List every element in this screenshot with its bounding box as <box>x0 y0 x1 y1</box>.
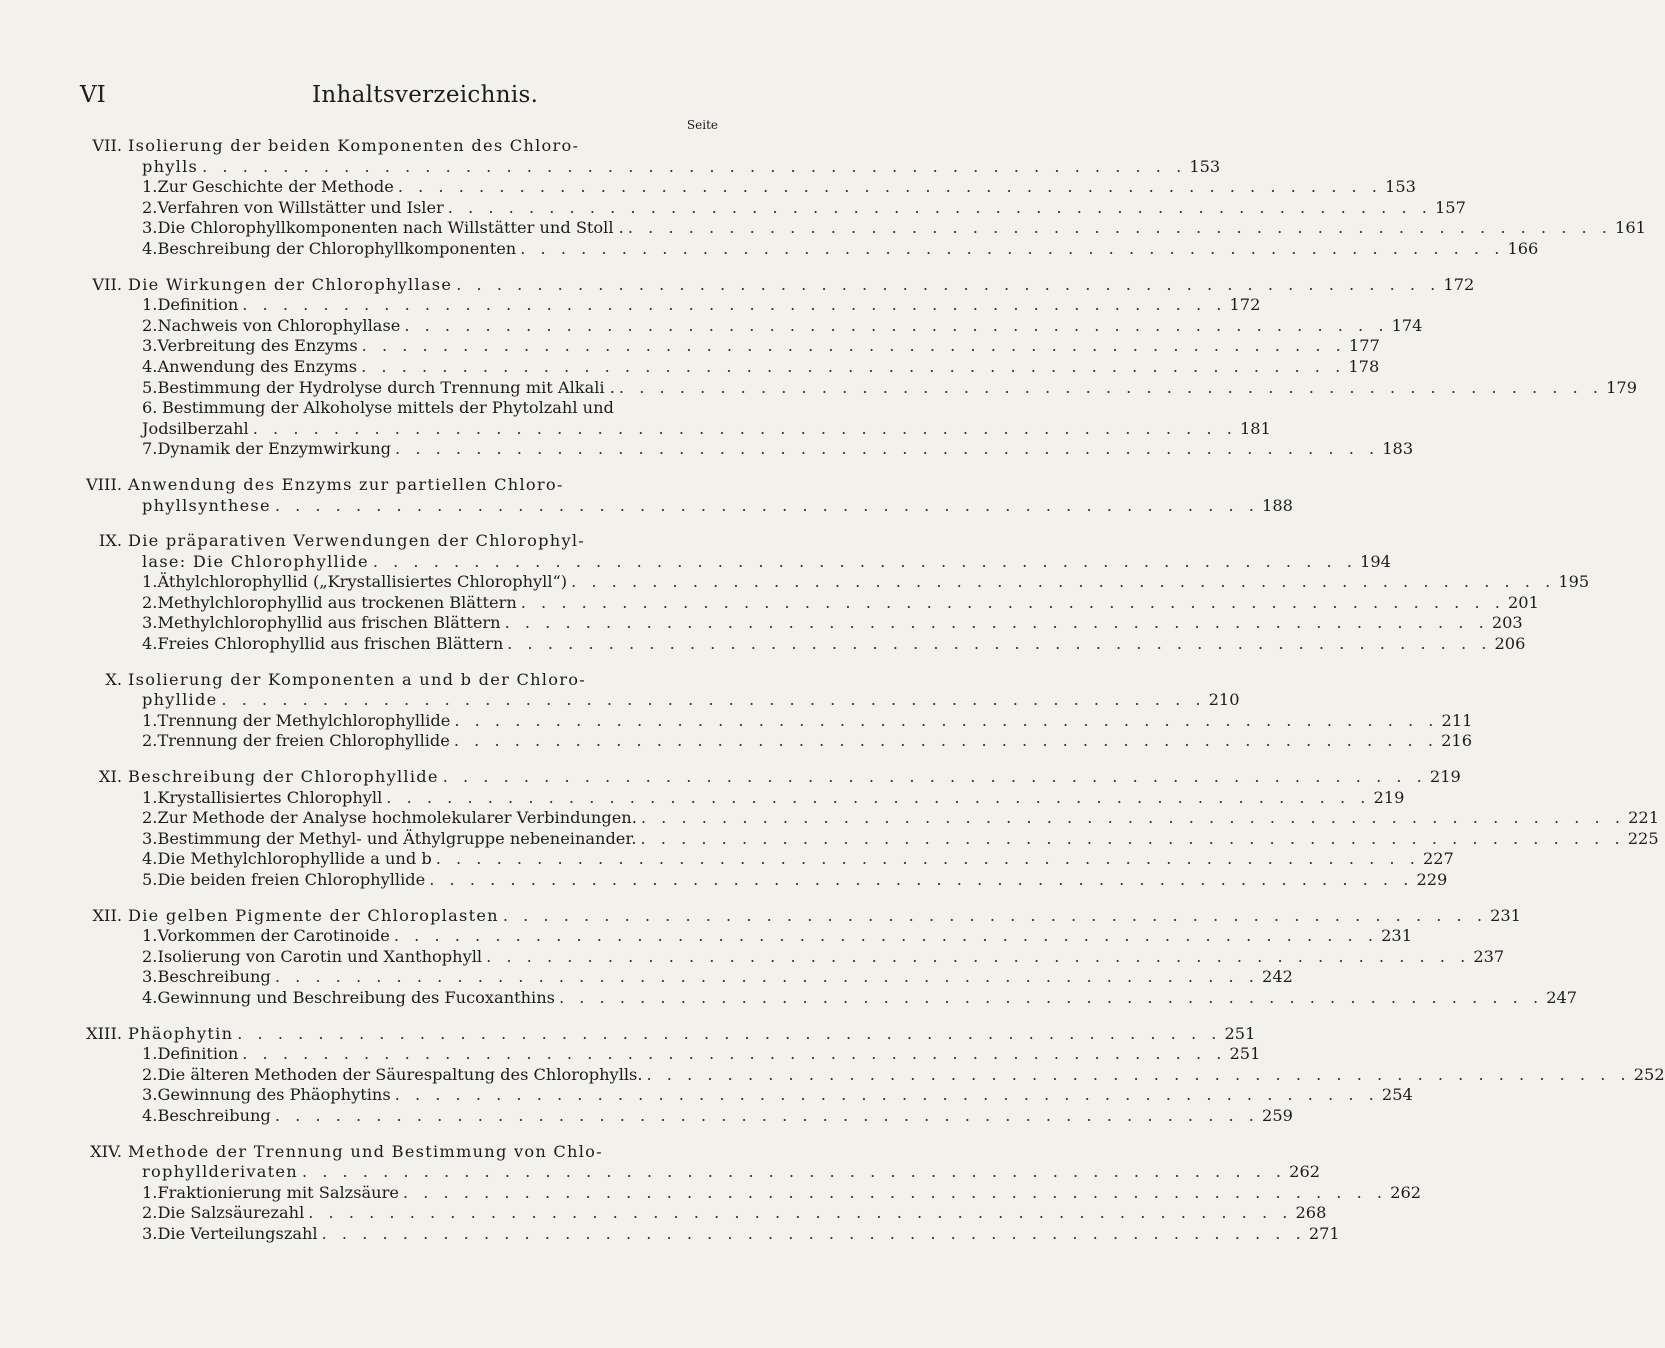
toc-entry-body <box>128 1223 1340 1245</box>
chapter-number: XI. <box>98 767 122 787</box>
entry-number: 2. <box>142 197 158 217</box>
chapter-heading-continued <box>80 551 1391 573</box>
entry-title: Zur Methode der Analyse hochmolekularer Verbindungen. <box>157 808 637 828</box>
toc-entry <box>80 1064 1665 1086</box>
dot-leader: . . . . . . . . . . . . . . . . . . . . . . . . . . . . . . . . . . . . . . . . . . . . . . . . . <box>321 1223 1306 1243</box>
dot-leader: . . . . . . . . . . . . . . . . . . . . . . . . . . . . . . . . . . . . . . . . . . . . . . . . . <box>456 274 1441 294</box>
toc-entry-continued <box>80 418 1271 440</box>
toc-entry <box>80 828 1659 850</box>
entry-page: 262 <box>1390 1182 1422 1202</box>
chapter-title-continued: phyllide <box>142 690 218 710</box>
toc-entry-body <box>128 967 1293 988</box>
toc-entry-body <box>128 808 1659 829</box>
toc-entry <box>80 634 1526 655</box>
chapter-page: 188 <box>1262 495 1293 515</box>
entry-title: Vorkommen der Carotinoide <box>157 926 390 946</box>
toc-entry <box>80 1085 1413 1106</box>
entry-number: 2. <box>142 808 158 828</box>
chapter-title: Die Wirkungen der Chlorophyllase <box>128 274 453 294</box>
dot-leader: . . . . . . . . . . . . . . . . . . . . . . . . . . . . . . . . . . . . . . . . . . . . . . . . . <box>252 418 1237 438</box>
chapter-heading-continued-body <box>128 495 1293 517</box>
entry-number: 3. <box>142 828 158 848</box>
entry-page: 229 <box>1416 870 1448 889</box>
chapter-heading-continued <box>80 156 1221 178</box>
entry-number: 3. <box>142 336 158 356</box>
toc-chapter <box>80 136 1646 260</box>
chapter-heading-body <box>128 531 722 552</box>
dot-leader: . . . . . . . . . . . . . . . . . . . . . . . . . . . . . . . . . . . . . . . . . . . . . . . . . <box>454 710 1439 730</box>
chapter-number: XII. <box>92 905 122 925</box>
toc-entry-body <box>128 710 1473 732</box>
entry-page: 157 <box>1435 197 1466 217</box>
toc-entry <box>80 1182 1422 1204</box>
entry-title: Beschreibung <box>157 1105 271 1125</box>
entry-title: Die beiden freien Chlorophyllide <box>157 870 426 889</box>
entry-title: Beschreibung der Chlorophyllkomponenten <box>157 238 517 258</box>
entry-page: 242 <box>1262 967 1293 987</box>
entry-title: Die Chlorophyllkomponenten nach Willstätter und Stoll . <box>157 218 624 238</box>
entry-page: 172 <box>1229 295 1261 315</box>
entry-title: Verbreitung des Enzyms <box>157 336 358 356</box>
chapter-title-continued: phylls <box>142 156 199 176</box>
dot-leader: . . . . . . . . . . . . . . . . . . . . . . . . . . . . . . . . . . . . . . . . . . . . . . . . . <box>520 238 1505 258</box>
chapter-heading-body <box>128 136 722 157</box>
toc-entry-body <box>128 1064 1665 1086</box>
entry-number: 2. <box>142 1203 158 1223</box>
dot-leader: . . . . . . . . . . . . . . . . . . . . . . . . . . . . . . . . . . . . . . . . . . . . . . . . . <box>301 1162 1287 1182</box>
chapter-title: Die gelben Pigmente der Chloroplasten <box>128 905 499 925</box>
dot-leader: . . . . . . . . . . . . . . . . . . . . . . . . . . . . . . . . . . . . . . . . . . . . . . . . . <box>242 295 1227 315</box>
toc-chapter <box>80 669 1473 752</box>
dot-leader: . . . . . . . . . . . . . . . . . . . . . . . . . . . . . . . . . . . . . . . . . . . . . . . . . <box>372 551 1357 571</box>
chapter-number: XIII. <box>86 1023 122 1043</box>
entry-title: Bestimmung der Alkoholyse mittels der Phytolzahl und <box>162 398 614 418</box>
entry-page: 179 <box>1606 377 1638 397</box>
chapter-heading-continued-body <box>128 1162 1321 1183</box>
toc-entry <box>80 926 1412 947</box>
entry-title: Isolierung von Carotin und Xanthophyll <box>157 946 483 966</box>
toc-entry-body <box>128 295 1261 316</box>
toc-entry <box>80 787 1405 809</box>
entry-title: Methylchlorophyllid aus frischen Blättern <box>157 613 501 633</box>
dot-leader: . . . . . . . . . . . . . . . . . . . . . . . . . . . . . . . . . . . . . . . . . . . . . . . . . <box>397 177 1382 197</box>
chapter-heading <box>80 475 722 496</box>
entry-title: Freies Chlorophyllid aus frischen Blättern <box>157 634 504 654</box>
dot-leader: . . . . . . . . . . . . . . . . . . . . . . . . . . . . . . . . . . . . . . . . . . . . . . . . . <box>627 218 1612 238</box>
entry-number: 4. <box>142 987 158 1007</box>
entry-page: 206 <box>1494 634 1526 654</box>
toc-entry-body <box>128 987 1578 1009</box>
entry-number: 3. <box>142 218 158 238</box>
chapter-heading-body <box>128 767 1461 788</box>
entry-page: 178 <box>1348 356 1380 376</box>
dot-leader: . . . . . . . . . . . . . . . . . . . . . . . . . . . . . . . . . . . . . . . . . . . . . . . . . <box>571 572 1556 592</box>
entry-page: 254 <box>1381 1085 1413 1105</box>
dot-leader: . . . . . . . . . . . . . . . . . . . . . . . . . . . . . . . . . . . . . . . . . . . . . . . . . <box>504 613 1489 633</box>
entry-page: 259 <box>1262 1105 1293 1125</box>
toc-entry <box>80 356 1380 378</box>
chapter-title: Anwendung des Enzyms zur partiellen Chloro- <box>128 474 564 494</box>
dot-leader: . . . . . . . . . . . . . . . . . . . . . . . . . . . . . . . . . . . . . . . . . . . . . . . . . <box>237 1023 1222 1043</box>
dot-leader: . . . . . . . . . . . . . . . . . . . . . . . . . . . . . . . . . . . . . . . . . . . . . . . . . <box>646 1064 1631 1084</box>
chapter-number: XIV. <box>90 1141 122 1161</box>
entry-page: 201 <box>1507 592 1539 612</box>
dot-leader: . . . . . . . . . . . . . . . . . . . . . . . . . . . . . . . . . . . . . . . . . . . . . . . . . <box>453 731 1438 751</box>
toc-entry-body <box>128 1044 1261 1065</box>
toc-entry <box>80 967 1293 988</box>
chapter-number: VIII. <box>85 474 122 494</box>
chapter-heading <box>80 531 722 552</box>
table-of-contents <box>80 136 1665 1260</box>
toc-entry-body <box>128 336 1380 357</box>
chapter-number: X. <box>105 669 122 689</box>
toc-entry <box>80 218 1646 239</box>
seite-label: Seite <box>686 118 718 132</box>
chapter-heading <box>80 1023 1256 1045</box>
toc-entry <box>80 439 1414 460</box>
entry-number: 2. <box>142 1064 158 1084</box>
dot-leader: . . . . . . . . . . . . . . . . . . . . . . . . . . . . . . . . . . . . . . . . . . . . . . . . . <box>274 967 1259 987</box>
toc-chapter <box>80 274 1638 460</box>
entry-page: 216 <box>1441 731 1472 751</box>
dot-leader: . . . . . . . . . . . . . . . . . . . . . . . . . . . . . . . . . . . . . . . . . . . . . . . . . <box>221 690 1206 710</box>
toc-entry-body <box>128 218 1646 239</box>
dot-leader: . . . . . . . . . . . . . . . . . . . . . . . . . . . . . . . . . . . . . . . . . . . . . . . . . <box>402 1182 1388 1202</box>
chapter-heading <box>80 1142 722 1163</box>
entry-title: Definition <box>157 1044 239 1064</box>
chapter-heading-body <box>128 1023 1256 1045</box>
entry-number: 5. <box>142 377 158 397</box>
entry-number: 2. <box>142 592 158 612</box>
entry-number: 2. <box>142 946 158 966</box>
entry-title: Trennung der freien Chlorophyllide <box>157 731 450 751</box>
entry-number: 5. <box>142 870 158 889</box>
toc-entry-body <box>128 870 1448 891</box>
entry-page: 161 <box>1615 218 1646 238</box>
dot-leader: . . . . . . . . . . . . . . . . . . . . . . . . . . . . . . . . . . . . . . . . . . . . . . . . . <box>361 336 1346 356</box>
dot-leader: . . . . . . . . . . . . . . . . . . . . . . . . . . . . . . . . . . . . . . . . . . . . . . . . . <box>618 377 1604 397</box>
dot-leader: . . . . . . . . . . . . . . . . . . . . . . . . . . . . . . . . . . . . . . . . . . . . . . . . . <box>393 926 1378 946</box>
chapter-title-continued: phyllsynthese <box>142 495 271 515</box>
toc-entry <box>80 946 1505 968</box>
entry-number: 3. <box>142 1223 158 1243</box>
entry-number: 1. <box>142 926 158 946</box>
dot-leader: . . . . . . . . . . . . . . . . . . . . . . . . . . . . . . . . . . . . . . . . . . . . . . . . . <box>507 634 1492 654</box>
entry-number: 1. <box>142 710 158 730</box>
toc-entry <box>80 613 1523 634</box>
toc-entry <box>80 849 1454 870</box>
chapter-page: 210 <box>1208 690 1240 710</box>
chapter-page: 172 <box>1443 274 1475 294</box>
entry-title: Bestimmung der Methyl- und Äthylgruppe nebeneinander. <box>157 828 637 848</box>
entry-number: 1. <box>142 572 158 592</box>
chapter-heading-continued-body <box>128 156 1221 178</box>
chapter-page: 153 <box>1189 156 1221 176</box>
entry-number: 2. <box>142 315 158 335</box>
entry-page: 237 <box>1473 946 1505 966</box>
toc-entry-body <box>128 1085 1413 1106</box>
chapter-page: 194 <box>1360 551 1391 571</box>
entry-page: 219 <box>1373 787 1405 807</box>
dot-leader: . . . . . . . . . . . . . . . . . . . . . . . . . . . . . . . . . . . . . . . . . . . . . . . . . <box>202 156 1187 176</box>
dot-leader: . . . . . . . . . . . . . . . . . . . . . . . . . . . . . . . . . . . . . . . . . . . . . . . . . <box>404 315 1389 335</box>
entry-number: 6. <box>142 398 158 418</box>
toc-entry-body <box>128 315 1423 337</box>
chapter-title: Isolierung der beiden Komponenten des Chloro- <box>128 136 580 155</box>
entry-page: 251 <box>1229 1044 1261 1064</box>
entry-page: 252 <box>1633 1064 1665 1084</box>
chapter-heading-body <box>128 670 722 691</box>
toc-entry-body <box>128 731 1472 752</box>
entry-title: Die Salzsäurezahl <box>157 1203 305 1223</box>
toc-entry-body <box>128 613 1523 634</box>
toc-entry-body <box>128 1203 1327 1224</box>
dot-leader: . . . . . . . . . . . . . . . . . . . . . . . . . . . . . . . . . . . . . . . . . . . . . . . . . <box>274 1105 1259 1125</box>
chapter-heading <box>80 670 722 691</box>
chapter-title: Methode der Trennung und Bestimmung von Chlo- <box>128 1141 603 1161</box>
chapter-heading <box>80 905 1521 927</box>
entry-title: Verfahren von Willstätter und Isler <box>157 197 444 217</box>
chapter-heading-body <box>128 475 722 496</box>
toc-entry <box>80 870 1448 891</box>
running-title: Inhaltsverzeichnis. <box>312 82 539 108</box>
entry-page: 183 <box>1382 439 1414 459</box>
dot-leader: . . . . . . . . . . . . . . . . . . . . . . . . . . . . . . . . . . . . . . . . . . . . . . . . . <box>447 197 1432 217</box>
entry-number: 4. <box>142 1105 158 1125</box>
entry-page: 268 <box>1295 1203 1327 1223</box>
dot-leader: . . . . . . . . . . . . . . . . . . . . . . . . . . . . . . . . . . . . . . . . . . . . . . . . . <box>502 905 1487 925</box>
toc-entry <box>80 336 1380 357</box>
toc-entry <box>80 197 1466 219</box>
entry-title: Definition <box>157 295 239 315</box>
chapter-title: Beschreibung der Chlorophyllide <box>128 767 439 787</box>
toc-chapter <box>80 474 1293 516</box>
entry-title: Die Verteilungszahl <box>157 1223 318 1243</box>
entry-title: Bestimmung der Hydrolyse durch Trennung mit Alkali . <box>157 377 615 397</box>
chapter-heading <box>80 274 1475 296</box>
toc-chapter <box>80 1023 1665 1127</box>
chapter-title: Isolierung der Komponenten a und b der Chloro- <box>128 669 586 689</box>
entry-page: 227 <box>1422 849 1454 869</box>
toc-entry-continued-body <box>128 418 1271 440</box>
dot-leader: . . . . . . . . . . . . . . . . . . . . . . . . . . . . . . . . . . . . . . . . . . . . . . . . . <box>274 495 1259 515</box>
toc-entry-body <box>128 828 1659 850</box>
toc-entry-body <box>128 946 1505 968</box>
entry-page: 211 <box>1441 710 1473 730</box>
toc-entry <box>80 177 1416 198</box>
entry-page: 231 <box>1381 926 1412 946</box>
toc-entry-body <box>128 572 1590 593</box>
chapter-title: Phäophytin <box>128 1023 234 1043</box>
toc-entry-body <box>128 1182 1422 1204</box>
entry-number: 3. <box>142 613 158 633</box>
dot-leader: . . . . . . . . . . . . . . . . . . . . . . . . . . . . . . . . . . . . . . . . . . . . . . . . . <box>395 439 1380 459</box>
entry-page: 203 <box>1491 613 1523 633</box>
entry-page: 177 <box>1348 336 1380 356</box>
toc-entry <box>80 1223 1340 1245</box>
chapter-number: IX. <box>98 531 122 551</box>
entry-number: 3. <box>142 967 158 987</box>
entry-page: 195 <box>1558 572 1590 592</box>
toc-entry-body <box>128 238 1539 260</box>
entry-page: 221 <box>1628 808 1659 828</box>
chapter-heading-continued <box>80 495 1293 517</box>
toc-entry <box>80 987 1578 1009</box>
toc-entry <box>80 592 1539 614</box>
entry-page: 271 <box>1308 1223 1340 1243</box>
toc-entry-body <box>128 787 1405 809</box>
entry-title: Beschreibung <box>157 967 271 987</box>
toc-entry <box>80 315 1423 337</box>
chapter-heading-body <box>128 274 1475 296</box>
entry-page: 166 <box>1507 238 1539 258</box>
chapter-heading <box>80 767 1461 788</box>
dot-leader: . . . . . . . . . . . . . . . . . . . . . . . . . . . . . . . . . . . . . . . . . . . . . . . . . <box>558 987 1544 1007</box>
toc-entry <box>80 295 1261 316</box>
chapter-heading-body <box>128 905 1521 927</box>
dot-leader: . . . . . . . . . . . . . . . . . . . . . . . . . . . . . . . . . . . . . . . . . . . . . . . . . <box>435 849 1420 869</box>
entry-number: 1. <box>142 1044 158 1064</box>
entry-title: Die Methylchlorophyllide a und b <box>157 849 432 869</box>
entry-page: 247 <box>1546 987 1578 1007</box>
entry-title: Methylchlorophyllid aus trockenen Blättern <box>157 592 517 612</box>
entry-number: 3. <box>142 1085 158 1105</box>
dot-leader: . . . . . . . . . . . . . . . . . . . . . . . . . . . . . . . . . . . . . . . . . . . . . . . . . <box>361 356 1346 376</box>
entry-number: 4. <box>142 634 158 654</box>
entry-number: 1. <box>142 295 158 315</box>
toc-entry <box>80 572 1590 593</box>
toc-entry-body <box>128 926 1412 947</box>
chapter-heading-continued <box>80 690 1240 711</box>
entry-title: Gewinnung und Beschreibung des Fucoxanthins <box>157 987 555 1007</box>
entry-number: 4. <box>142 238 158 258</box>
entry-number: 2. <box>142 731 158 751</box>
chapter-title: Die präparativen Verwendungen der Chlorophyl- <box>128 531 585 551</box>
chapter-heading-body <box>128 1142 722 1163</box>
dot-leader: . . . . . . . . . . . . . . . . . . . . . . . . . . . . . . . . . . . . . . . . . . . . . . . . . <box>442 767 1427 787</box>
toc-entry-body <box>128 1105 1293 1127</box>
page-number: VI <box>80 82 106 108</box>
chapter-heading-continued-body <box>128 551 1391 573</box>
chapter-heading-continued-body <box>128 690 1240 711</box>
chapter-page: 231 <box>1490 905 1521 925</box>
entry-title: Gewinnung des Phäophytins <box>157 1085 391 1105</box>
dot-leader: . . . . . . . . . . . . . . . . . . . . . . . . . . . . . . . . . . . . . . . . . . . . . . . . . <box>308 1203 1293 1223</box>
toc-chapter <box>80 531 1590 655</box>
entry-number: 1. <box>142 787 158 807</box>
toc-chapter <box>80 905 1578 1009</box>
chapter-page: 219 <box>1429 767 1461 787</box>
chapter-title-continued: rophyllderivaten <box>142 1162 298 1182</box>
entry-page: 174 <box>1391 315 1423 335</box>
toc-entry <box>80 710 1473 732</box>
dot-leader: . . . . . . . . . . . . . . . . . . . . . . . . . . . . . . . . . . . . . . . . . . . . . . . . . <box>640 808 1625 828</box>
entry-number: 7. <box>142 439 158 459</box>
toc-entry-body <box>128 439 1414 460</box>
toc-entry-body <box>128 377 1638 399</box>
toc-entry-body <box>128 634 1526 655</box>
dot-leader: . . . . . . . . . . . . . . . . . . . . . . . . . . . . . . . . . . . . . . . . . . . . . . . . . <box>520 592 1505 612</box>
toc-chapter <box>80 1141 1422 1245</box>
dot-leader: . . . . . . . . . . . . . . . . . . . . . . . . . . . . . . . . . . . . . . . . . . . . . . . . . <box>386 787 1371 807</box>
entry-title: Trennung der Methylchlorophyllide <box>157 710 451 730</box>
chapter-number: VII. <box>92 136 122 155</box>
entry-title: Nachweis von Chlorophyllase <box>157 315 401 335</box>
entry-title: Dynamik der Enzymwirkung <box>157 439 392 459</box>
dot-leader: . . . . . . . . . . . . . . . . . . . . . . . . . . . . . . . . . . . . . . . . . . . . . . . . . <box>486 946 1471 966</box>
entry-title: Zur Geschichte der Methode <box>157 177 394 197</box>
toc-entry-body <box>128 849 1454 870</box>
toc-entry-body <box>128 197 1466 219</box>
entry-title: Die älteren Methoden der Säurespaltung des Chlorophylls. <box>157 1064 643 1084</box>
chapter-number: VII. <box>92 274 122 294</box>
entry-title: Krystallisiertes Chlorophyll <box>157 787 383 807</box>
entry-number: 1. <box>142 177 158 197</box>
chapter-page: 262 <box>1289 1162 1321 1182</box>
chapter-title-continued: lase: Die Chlorophyllide <box>142 551 369 571</box>
toc-entry-body <box>128 177 1416 198</box>
toc-entry <box>80 238 1539 260</box>
entry-title-continued: Jodsilberzahl <box>142 418 249 438</box>
entry-page: 153 <box>1385 177 1416 197</box>
dot-leader: . . . . . . . . . . . . . . . . . . . . . . . . . . . . . . . . . . . . . . . . . . . . . . . . . <box>242 1044 1227 1064</box>
entry-page: 225 <box>1627 828 1659 848</box>
entry-title: Anwendung des Enzyms <box>157 356 358 376</box>
toc-entry <box>80 377 1638 399</box>
entry-number: 4. <box>142 849 158 869</box>
toc-entry <box>80 731 1472 752</box>
dot-leader: . . . . . . . . . . . . . . . . . . . . . . . . . . . . . . . . . . . . . . . . . . . . . . . . . <box>429 870 1414 889</box>
toc-entry-body <box>128 356 1380 378</box>
chapter-heading <box>80 136 722 157</box>
entry-number: 4. <box>142 356 158 376</box>
entry-title: Fraktionierung mit Salzsäure <box>157 1182 399 1202</box>
toc-entry <box>80 398 722 419</box>
toc-chapter <box>80 767 1659 891</box>
entry-number: 1. <box>142 1182 158 1202</box>
toc-entry-body <box>128 592 1539 614</box>
toc-entry <box>80 808 1659 829</box>
toc-entry <box>80 1105 1293 1127</box>
toc-entry <box>80 1203 1327 1224</box>
entry-title: Äthylchlorophyllid („Krystallisiertes Chlorophyll“) <box>157 572 568 592</box>
toc-entry-body <box>128 398 722 419</box>
chapter-page: 251 <box>1224 1023 1256 1043</box>
toc-entry <box>80 1044 1261 1065</box>
entry-page: 181 <box>1239 418 1271 438</box>
dot-leader: . . . . . . . . . . . . . . . . . . . . . . . . . . . . . . . . . . . . . . . . . . . . . . . . . <box>394 1085 1379 1105</box>
chapter-heading-continued <box>80 1162 1321 1183</box>
dot-leader: . . . . . . . . . . . . . . . . . . . . . . . . . . . . . . . . . . . . . . . . . . . . . . . . . <box>640 828 1625 848</box>
